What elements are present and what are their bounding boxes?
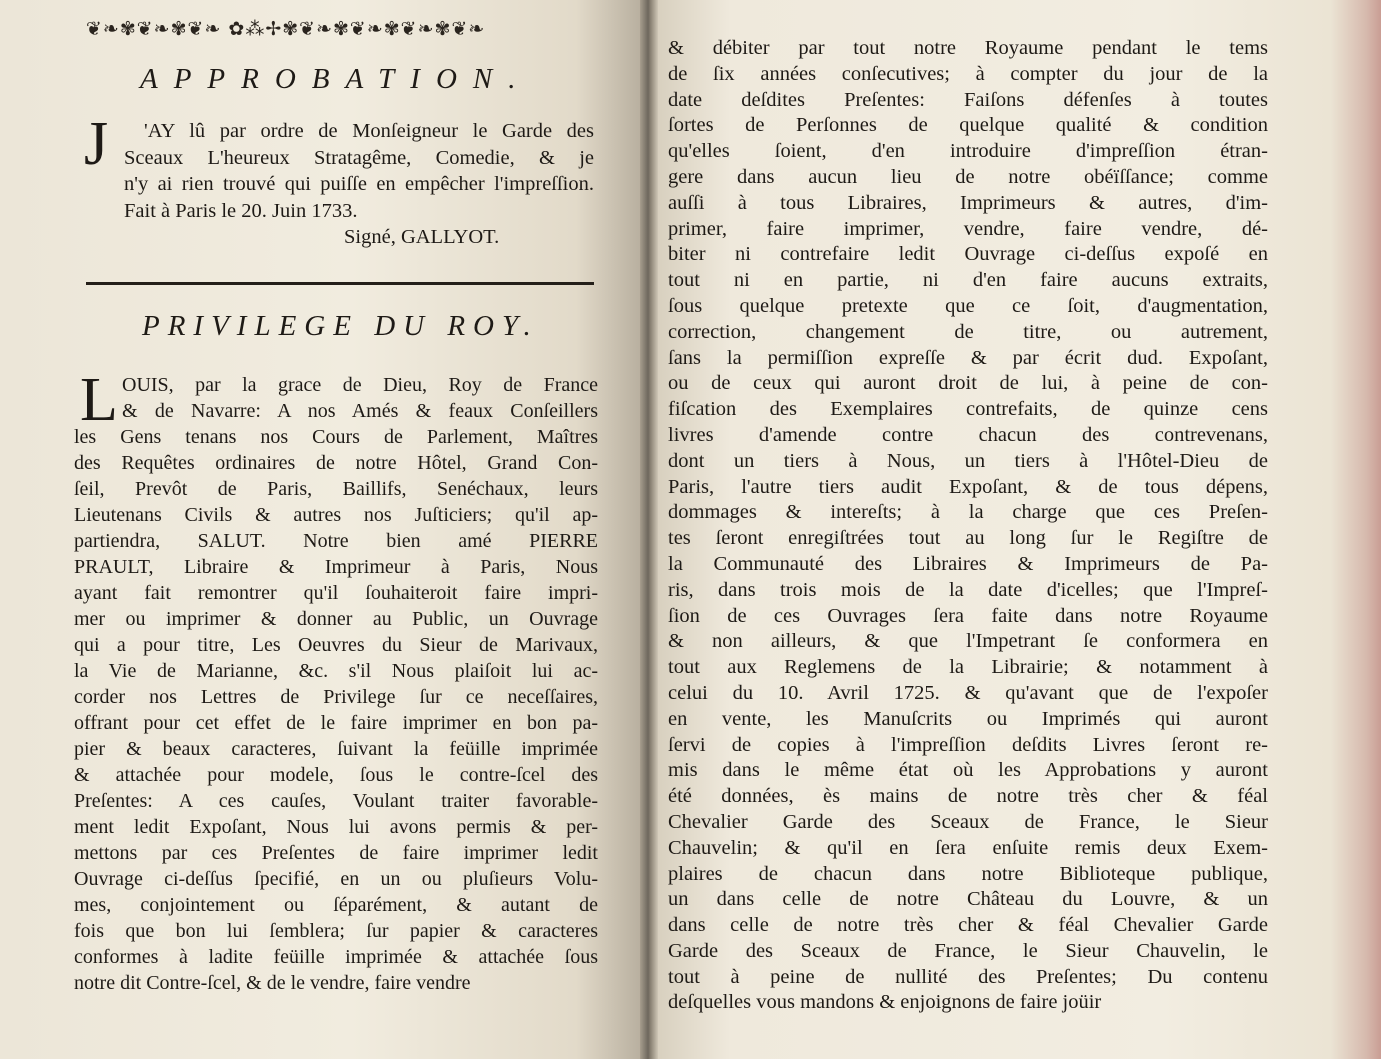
right-page-line: ou de ceux qui auront droit de lui, à peine de con- — [668, 372, 1268, 395]
right-page-line: ſans la permiſſion expreſſe & par écrit dud. Expoſant, — [668, 346, 1268, 369]
right-page-line: deſquelles vous mandons & enjoignons de faire joüir — [668, 991, 1102, 1014]
right-page-line: & non ailleurs, & que l'Impetrant ſe conformera en — [668, 630, 1268, 653]
approbation-line: Sceaux L'heureux Stratagême, Comedie, & je — [124, 146, 594, 169]
right-page-line: plaires de chacun dans notre Biblioteque publique, — [668, 862, 1268, 885]
right-page-line: dans celle de notre très cher & féal Chevalier Garde — [668, 914, 1268, 937]
privilege-line: ſeil, Prevôt de Paris, Baillifs, Senéchaux, leurs — [74, 478, 598, 500]
privilege-line: ayant fait remontrer qu'il ſouhaiteroit faire impri- — [74, 582, 598, 604]
right-page-text — [668, 36, 1268, 1016]
right-page-line: Chevalier Garde des Sceaux de France, le Sieur — [668, 810, 1268, 833]
approbation-title: APPROBATION. — [140, 63, 532, 95]
privilege-line: les Gens tenans nos Cours de Parlement, Maîtres — [74, 426, 598, 448]
right-page-line: mis dans le même état où les Approbations y auront — [668, 759, 1268, 782]
privilege-line: la Vie de Marianne, &c. s'il Nous plaiſoit lui ac- — [74, 660, 598, 682]
approbation-text — [124, 118, 594, 251]
right-page-line: livres d'amende contre chacun des contrevenans, — [668, 423, 1268, 446]
right-page-line: primer, faire imprimer, vendre, faire vendre, dé- — [668, 217, 1268, 240]
right-page-line: tout à peine de nullité des Preſentes; Du contenu — [668, 965, 1268, 988]
privilege-line: des Requêtes ordinaires de notre Hôtel, Grand Con- — [74, 452, 598, 474]
privilege-line: OUIS, par la grace de Dieu, Roy de France — [122, 374, 598, 396]
right-page-line: ſervi de copies à l'impreſſion deſdits Livres ſeront re- — [668, 733, 1268, 756]
right-page-line: Garde des Sceaux de France, le Sieur Chauvelin, le — [668, 939, 1268, 962]
right-page-line: un dans celle de notre Château du Louvre, & un — [668, 888, 1268, 911]
privilege-line: & de Navarre: A nos Amés & feaux Conſeillers — [122, 400, 598, 422]
privilege-line: & attachée pour modele, ſous le contre-ſcel des — [74, 764, 598, 786]
approbation-signature: Signé, GALLYOT. — [344, 226, 500, 248]
privilege-line: PRAULT, Libraire & Imprimeur à Paris, Nous — [74, 556, 598, 578]
privilege-title: PRIVILEGE DU ROY. — [142, 310, 539, 342]
right-page-line: Chauvelin; & qu'il en ſera enſuite remis deux Exem- — [668, 836, 1268, 859]
privilege-line: fois que bon lui ſemblera; ſur papier & caracteres — [74, 920, 598, 942]
right-page-line: dont un tiers à Nous, un tiers à l'Hôtel-Dieu de — [668, 449, 1268, 472]
privilege-line: conformes à ladite feüille imprimée & attachée ſous — [74, 946, 598, 968]
privilege-line: mes, conjointement ou ſéparément, & autant de — [74, 894, 598, 916]
right-page-line: biter ni contrefaire ledit Ouvrage ci-deſſus expoſé en — [668, 243, 1268, 266]
privilege-line: Preſentes: A ces cauſes, Voulant traiter favorable- — [74, 790, 598, 812]
right-page-line: tout ni en partie, ni d'en faire aucuns extraits, — [668, 269, 1268, 292]
right-page-line: tout aux Reglemens de la Librairie; & notamment à — [668, 656, 1268, 679]
book-gutter — [640, 0, 658, 1059]
right-page-line: Paris, l'autre tiers audit Expoſant, & de tous dépens, — [668, 475, 1268, 498]
right-page-line: été données, ès mains de notre très cher & féal — [668, 785, 1268, 808]
right-page-line: fiſcation des Exemplaires contrefaits, de quinze cens — [668, 398, 1268, 421]
right-page-line: dommages & intereſts; à la charge que ces Preſen- — [668, 501, 1268, 524]
right-page-line: de ſix années conſecutives; à compter du jour de la — [668, 62, 1268, 85]
right-page-line: celui du 10. Avril 1725. & qu'avant que de l'expoſer — [668, 681, 1268, 704]
privilege-line: partiendra, SALUT. Notre bien amé PIERRE — [74, 530, 598, 552]
approbation-dropcap: J — [84, 110, 109, 178]
right-page-line: tes ſeront enregiſtrées tout au long ſur le Regiſtre de — [668, 527, 1268, 550]
approbation-line: 'AY lû par ordre de Monſeigneur le Garde des — [144, 120, 594, 142]
section-rule — [86, 282, 594, 285]
approbation-line: n'y ai rien trouvé qui puiſſe en empêcher l'impreſſion. — [124, 173, 594, 195]
privilege-line: mer ou imprimer & donner au Public, un Ouvrage — [74, 608, 598, 630]
right-page-line: auſſi à tous Libraires, Imprimeurs & autres, d'im- — [668, 191, 1268, 214]
privilege-text — [74, 372, 598, 996]
right-page-line: & débiter par tout notre Royaume pendant le tems — [668, 37, 1268, 59]
right-page-line: en vente, les Manuſcrits ou Imprimés qui auront — [668, 707, 1268, 730]
privilege-line: Ouvrage ci-deſſus ſpecifié, en un ou pluſieurs Volu- — [74, 868, 598, 890]
privilege-line: ment ledit Expoſant, Nous lui avons permis & per- — [74, 816, 598, 838]
right-page — [658, 0, 1381, 1059]
ornament-headband: ❦❧✾❦❧✾❦❧ ✿⁂✢✾❦❧✾❦❧✾❦❧✾❦❧ — [86, 18, 486, 40]
right-page-line: qu'elles ſoient, d'en introduire d'impreſſion étran- — [668, 140, 1268, 163]
privilege-line: notre dit Contre-ſcel, & de le vendre, faire vendre — [74, 972, 471, 994]
right-page-line: ſous quelque pretexte que ce ſoit, d'augmentation, — [668, 294, 1268, 317]
privilege-line: mettons par ces Preſentes de faire imprimer ledit — [74, 842, 598, 864]
right-page-line: ſion de ces Ouvrages ſera faite dans notre Royaume — [668, 604, 1268, 627]
approbation-line: Fait à Paris le 20. Juin 1733. — [124, 199, 358, 222]
privilege-line: corder nos Lettres de Privilege ſur ce neceſſaires, — [74, 686, 598, 708]
right-page-line: gere dans aucun lieu de notre obéïſſance; comme — [668, 165, 1268, 188]
privilege-line: qui a pour titre, Les Oeuvres du Sieur de Marivaux, — [74, 634, 598, 656]
right-page-line: ſortes de Perſonnes de quelque qualité & condition — [668, 114, 1268, 137]
right-page-line: ris, dans trois mois de la date d'icelles; que l'Impreſ- — [668, 578, 1268, 601]
left-page — [0, 0, 640, 1059]
right-page-line: date deſdites Preſentes: Faiſons défenſes à toutes — [668, 88, 1268, 111]
privilege-line: pier & beaux caracteres, ſuivant la feüille imprimée — [74, 738, 598, 760]
privilege-dropcap: L — [80, 366, 118, 434]
right-page-line: correction, changement de titre, ou autrement, — [668, 320, 1268, 343]
privilege-line: Lieutenans Civils & autres nos Juſticiers; qu'il ap- — [74, 504, 598, 526]
privilege-line: offrant pour cet effet de le faire imprimer en bon pa- — [74, 712, 598, 734]
right-page-line: la Communauté des Libraires & Imprimeurs de Pa- — [668, 552, 1268, 575]
